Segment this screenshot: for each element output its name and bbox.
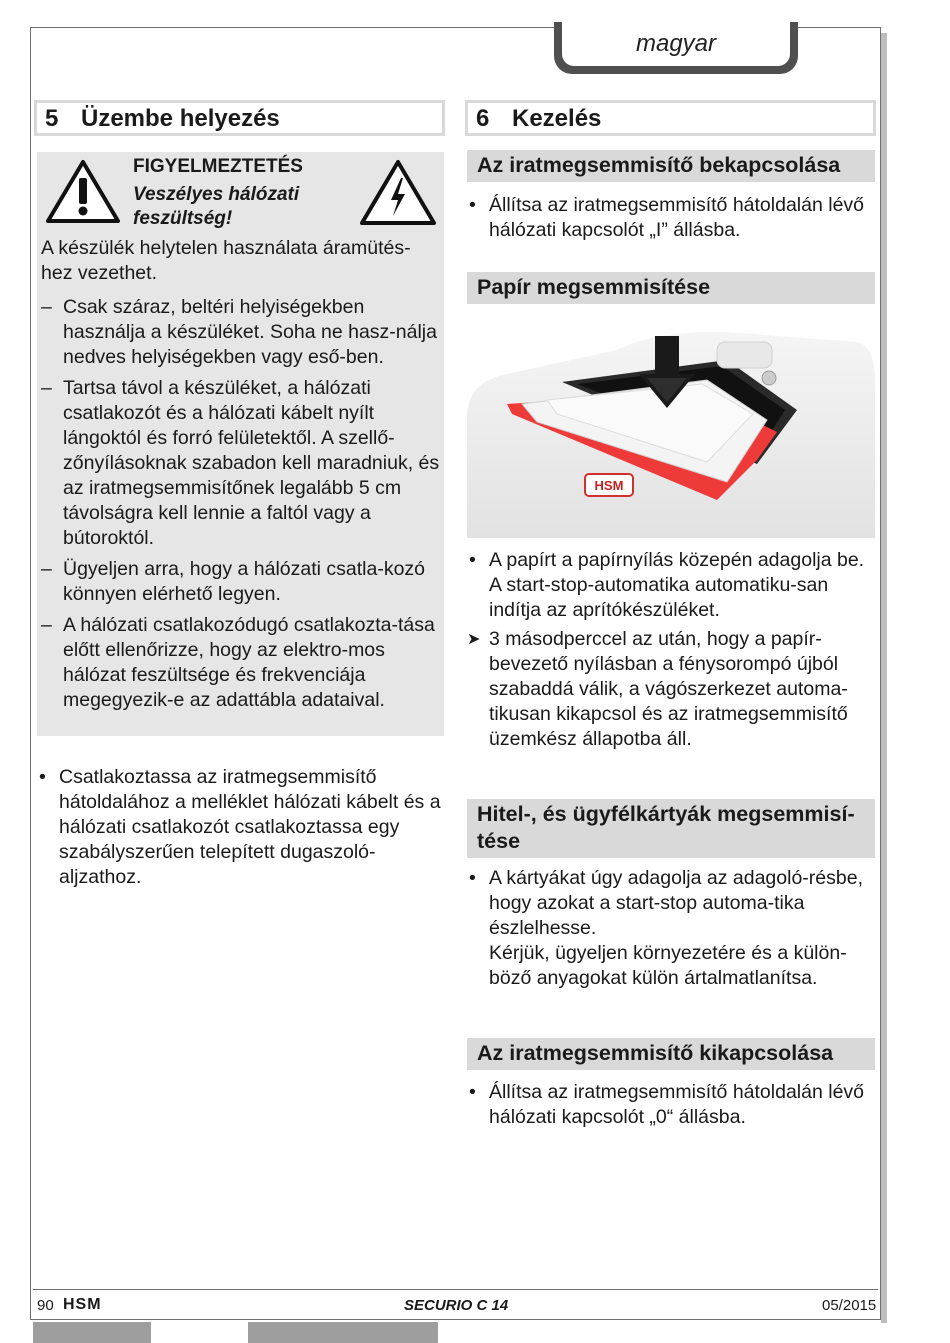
footer-bar bbox=[33, 1322, 151, 1343]
warning-item: – Csak száraz, beltéri helyiségekben használja a készüléket. Soha ne hasz-nálja nedves helyiségekben vagy eső-ben. bbox=[41, 295, 441, 370]
paper-list bbox=[467, 548, 875, 752]
power-off-heading: Az iratmegsemmisítő kikapcsolása bbox=[467, 1038, 875, 1070]
section-5-heading bbox=[34, 100, 445, 136]
language-label: magyar bbox=[562, 22, 790, 66]
section-number: 6 bbox=[476, 105, 490, 132]
language-tab bbox=[554, 22, 798, 74]
warning-item: – Ügyeljen arra, hogy a hálózati csatla-kozó könnyen elérhető legyen. bbox=[41, 557, 441, 607]
high-voltage-icon bbox=[359, 158, 437, 226]
section-6-heading bbox=[465, 100, 876, 136]
power-off-list bbox=[467, 1080, 875, 1130]
shredder-illustration bbox=[467, 322, 875, 538]
section-number: 5 bbox=[45, 105, 59, 132]
section-title: Kezelés bbox=[512, 105, 602, 132]
connect-instruction: • Csatlakoztassa az iratmegsemmisítő hátoldalához a melléklet hálózati kábelt és a hálózati csatlakozót csatlakoztassa egy szabályszerűen telepített dugaszoló-aljzathoz. bbox=[37, 765, 442, 890]
cards-instruction: • A kártyákat úgy adagolja az adagoló-résbe, hogy azokat a start-stop automa-tika észlelhesse. bbox=[467, 866, 875, 941]
shredder-photo bbox=[467, 322, 875, 538]
power-on-instruction: • Állítsa az iratmegsemmisítő hátoldalán lévő hálózati kapcsolót „I” állásba. bbox=[467, 193, 875, 243]
footer-logo: HSM bbox=[63, 1296, 102, 1313]
section-title: Üzembe helyezés bbox=[81, 105, 280, 132]
footer-divider bbox=[33, 1289, 878, 1290]
connect-list bbox=[37, 765, 442, 890]
footer-bar bbox=[248, 1322, 438, 1343]
warning-box bbox=[37, 152, 444, 736]
cards-heading: Hitel-, és ügyfélkártyák megsemmisí-tése bbox=[467, 799, 875, 858]
warning-subtitle: Veszélyes hálózati feszültség! bbox=[133, 184, 300, 229]
paper-instruction: • A papírt a papírnyílás közepén adagolja be. A start-stop-automatika automatiku-san indítja az aprítókészüléket. bbox=[467, 548, 875, 623]
warning-item: – A hálózati csatlakozódugó csatlakozta-tása előtt ellenőrizze, hogy az elektro-mos hálózat feszültsége és frekvenciája megegyezik-e az adattábla adataival. bbox=[41, 613, 441, 713]
warning-item: – Tartsa távol a készüléket, a hálózati csatlakozót és a hálózati kábelt nyílt lángoktól és forró felületektől. A szellő-zőnyílásoknak szabadon kell maradniuk, és az iratmegsemmisítőnek legalább 5 cm távolságra kell lennie a faltól vagy a bútoroktól. bbox=[41, 376, 441, 551]
power-on-heading: Az iratmegsemmisítő bekapcsolása bbox=[467, 150, 875, 182]
cards-list bbox=[467, 866, 875, 991]
warning-title: FIGYELMEZTETÉS bbox=[133, 156, 303, 177]
power-off-instruction: • Állítsa az iratmegsemmisítő hátoldalán lévő hálózati kapcsolót „0“ állásba. bbox=[467, 1080, 875, 1130]
footer-date: 05/2015 bbox=[822, 1297, 877, 1314]
warning-triangle-icon bbox=[45, 158, 121, 224]
power-on-list bbox=[467, 193, 875, 243]
model-name: SECURIO C 14 bbox=[404, 1297, 509, 1314]
paper-heading: Papír megsemmisítése bbox=[467, 272, 875, 304]
photo-logo: HSM bbox=[594, 478, 624, 493]
paper-result: ➤ 3 másodperccel az után, hogy a papír-bevezető nyílásban a fénysorompó újból szabaddá válik, a vágószerkezet automa-tikusan kikapcsol és az iratmegsemmisítő üzemkész állapotba áll. bbox=[467, 627, 875, 752]
warning-intro: A készülék helytelen használata áramütés-hez vezethet. bbox=[41, 237, 411, 284]
cards-note: Kérjük, ügyeljen környezetére és a külön-böző anyagokat külön ártalmatlanítsa. bbox=[489, 942, 847, 989]
page-shadow bbox=[881, 33, 887, 1323]
page-number: 90 bbox=[37, 1297, 54, 1314]
warning-list bbox=[41, 295, 441, 719]
